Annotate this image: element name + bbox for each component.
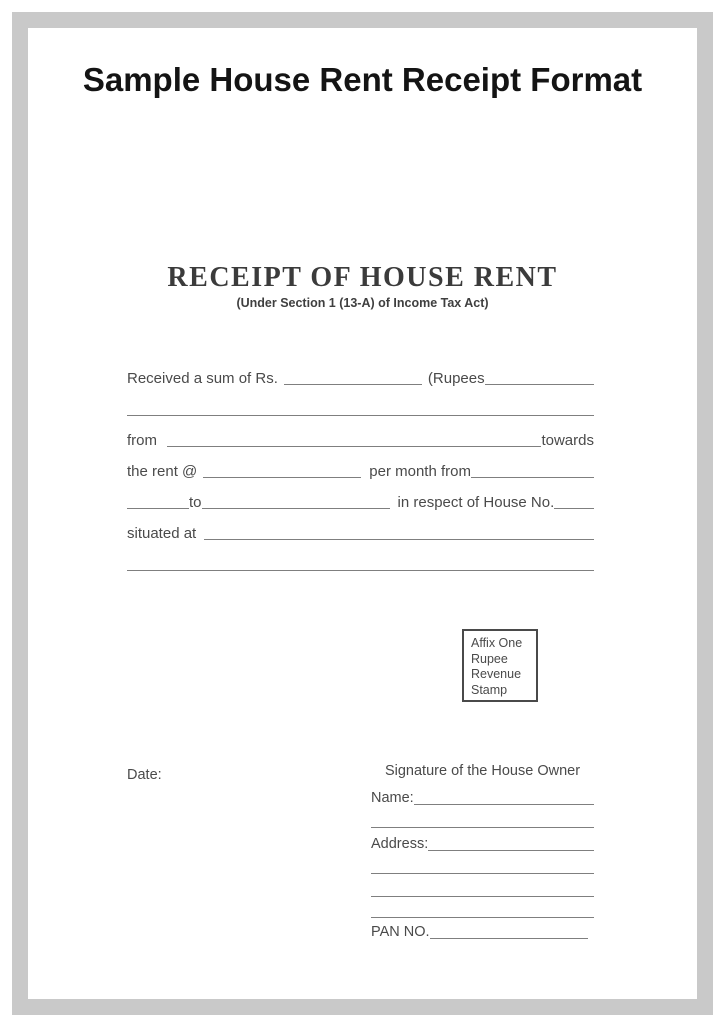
revenue-stamp-box [462, 629, 538, 702]
payer-name-blank-field [167, 446, 541, 447]
address-continuation-row-3 [371, 898, 594, 919]
per-month-from-label: per month from [369, 463, 471, 480]
rent-amount-blank-field [203, 477, 361, 478]
form-line-from [127, 418, 594, 449]
name-row [371, 784, 594, 806]
form-line-received [127, 356, 594, 387]
owner-address-blank-field [428, 850, 594, 851]
name-continuation-row [371, 806, 594, 829]
in-respect-label: in respect of House No. [397, 494, 555, 511]
situated-at-label: situated at [127, 525, 197, 542]
rupees-label: (Rupees [427, 370, 485, 387]
stamp-box-line: Stamp [471, 682, 508, 697]
form-line-rent [127, 449, 594, 480]
receipt-form-body [127, 356, 594, 573]
rupees-words-blank-field [485, 384, 594, 385]
page-title: Sample House Rent Receipt Format [82, 61, 643, 98]
received-sum-label: Received a sum of Rs. [127, 370, 278, 387]
address-blank-line-2 [371, 896, 594, 897]
rent-at-label: the rent @ [127, 463, 198, 480]
to-label: to [189, 494, 202, 511]
amount-blank-field [284, 384, 422, 385]
stamp-box-line: Rupee [471, 651, 508, 666]
address-label: Address: [371, 836, 429, 852]
pan-blank-field [430, 938, 588, 939]
stamp-box-line: Revenue [471, 667, 522, 681]
address-continuation-row-1 [371, 852, 594, 875]
name-blank-field [414, 804, 594, 805]
address-blank-line-1 [371, 873, 594, 874]
end-date-blank-field [202, 508, 390, 509]
receipt-footer [127, 763, 594, 940]
form-line-continuation-2 [127, 542, 594, 573]
address-blank-line-3 [371, 917, 594, 918]
form-line-to [127, 480, 594, 511]
from-label: from [127, 432, 157, 449]
signature-block [371, 763, 594, 940]
start-date-blank-field [471, 477, 594, 478]
receipt-subheading: (Under Section 1 (13-A) of Income Tax Act) [236, 296, 489, 310]
gray-frame [12, 12, 713, 1015]
date-label: Date: [127, 767, 162, 783]
towards-label: towards [541, 432, 594, 449]
signature-label: Signature of the House Owner [384, 763, 581, 779]
document-page [28, 28, 697, 999]
form-line-situated [127, 511, 594, 542]
house-no-blank-field [554, 508, 594, 509]
address-row [371, 830, 594, 852]
form-line-continuation-1 [127, 387, 594, 418]
name-continuation-blank-field [371, 827, 594, 828]
start-blank-field [127, 508, 189, 509]
address-continuation-row-2 [371, 875, 594, 898]
address-blank-field [204, 539, 594, 540]
name-label: Name: [371, 790, 414, 806]
stamp-box-line: Affix One [471, 636, 523, 650]
pan-label: PAN NO. [371, 924, 430, 940]
receipt-heading: RECEIPT OF HOUSE RENT [167, 262, 558, 293]
continuation-blank-field-2 [127, 570, 594, 571]
continuation-blank-field [127, 415, 594, 416]
pan-row [371, 919, 594, 940]
